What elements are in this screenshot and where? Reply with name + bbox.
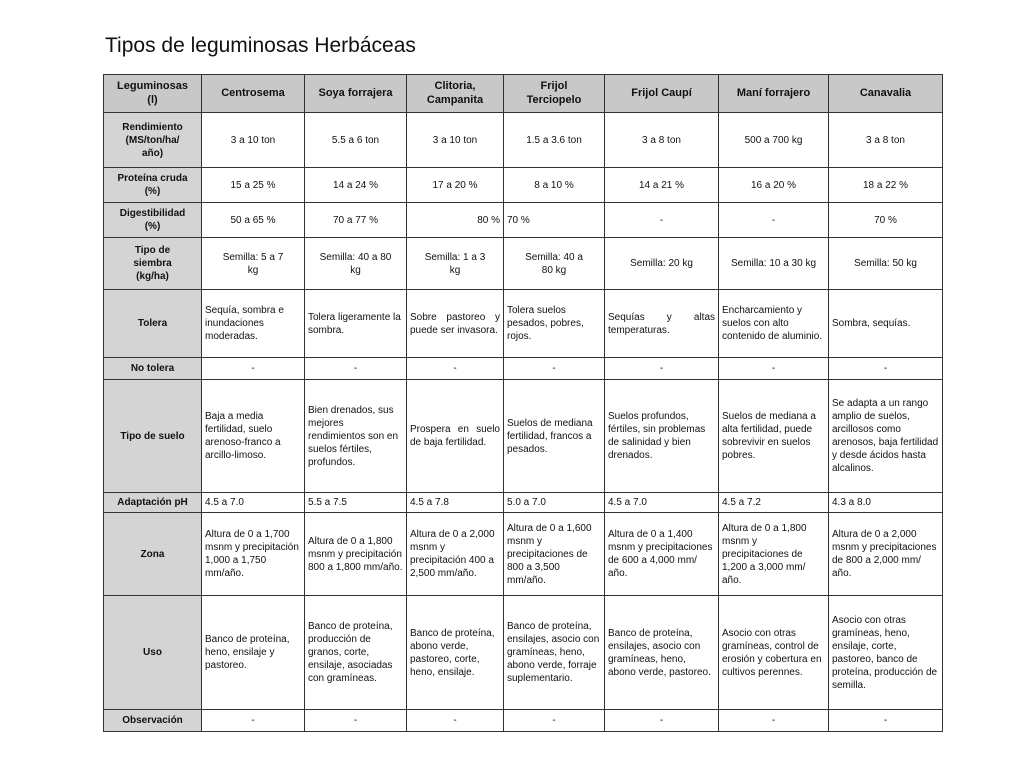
table-cell: Baja a media fertilidad, suelo arenoso-franco a arcillo-limoso.: [202, 380, 305, 493]
row-label-uso: Uso: [104, 596, 202, 710]
table-cell: -: [719, 358, 829, 380]
table-cell: -: [719, 710, 829, 732]
row-label-zona: Zona: [104, 513, 202, 596]
table-cell: 5.0 a 7.0: [504, 493, 605, 513]
table-cell: Altura de 0 a 2,000 msnm y precipitación 400 a 2,500 mm/año.: [407, 513, 504, 596]
table-cell: Sequías y altas temperaturas.: [605, 290, 719, 358]
table-cell: 500 a 700 kg: [719, 113, 829, 168]
table-cell: -: [605, 358, 719, 380]
row-label-tipo-siembra: Tipo de siembra (kg/ha): [104, 238, 202, 290]
table-cell: 5.5 a 7.5: [305, 493, 407, 513]
table-cell: Semilla: 1 a 3 kg: [407, 238, 504, 290]
table-row-adaptacion-ph: [104, 493, 943, 513]
table-cell: Semilla: 40 a 80 kg: [504, 238, 605, 290]
table-cell: 5.5 a 6 ton: [305, 113, 407, 168]
table-cell: -: [504, 710, 605, 732]
header-cell-clitoria: Clitoria, Campanita: [407, 75, 504, 113]
table-cell: 14 a 21 %: [605, 168, 719, 203]
table-cell: Encharcamiento y suelos con alto contenido de aluminio.: [719, 290, 829, 358]
table-cell: Suelos de mediana a alta fertilidad, puede sobrevivir en suelos pobres.: [719, 380, 829, 493]
leguminosas-table: [103, 74, 943, 732]
table-cell: 4.5 a 7.0: [202, 493, 305, 513]
table-row-digestibilidad: [104, 203, 943, 238]
table-cell: Banco de proteína, ensilajes, asocio con gramíneas, heno, abono verde, forraje suplementario.: [504, 596, 605, 710]
header-cell-soya-forrajera: Soya forrajera: [305, 75, 407, 113]
table-cell: 1.5 a 3.6 ton: [504, 113, 605, 168]
table-cell: -: [202, 710, 305, 732]
table-cell: Altura de 0 a 1,600 msnm y precipitaciones de 800 a 3,500 mm/año.: [504, 513, 605, 596]
table-cell: 4.5 a 7.0: [605, 493, 719, 513]
row-label-tolera: Tolera: [104, 290, 202, 358]
table-cell: -: [829, 710, 943, 732]
table-cell: 8 a 10 %: [504, 168, 605, 203]
table-cell: Semilla: 10 a 30 kg: [719, 238, 829, 290]
table-cell: -: [829, 358, 943, 380]
row-label-adaptacion-ph: Adaptación pH: [104, 493, 202, 513]
table-cell: Se adapta a un rango amplio de suelos, arcillosos como arenosos, baja fertilidad y desde ácidos hasta alcalinos.: [829, 380, 943, 493]
table-row-uso: [104, 596, 943, 710]
table-cell: Tolera ligeramente la sombra.: [305, 290, 407, 358]
table-cell: 16 a 20 %: [719, 168, 829, 203]
table-cell: 17 a 20 %: [407, 168, 504, 203]
table-cell: -: [719, 203, 829, 238]
table-cell: 4.5 a 7.8: [407, 493, 504, 513]
table-cell: 15 a 25 %: [202, 168, 305, 203]
table-cell: 70 a 77 %: [305, 203, 407, 238]
table-cell: -: [407, 358, 504, 380]
table-cell: -: [305, 710, 407, 732]
header-cell-mani-forrajero: Maní forrajero: [719, 75, 829, 113]
table-cell: 18 a 22 %: [829, 168, 943, 203]
table-cell: 70 %: [829, 203, 943, 238]
table-cell: Sombra, sequías.: [829, 290, 943, 358]
table-cell: Banco de proteína, abono verde, pastoreo, corte, heno, ensilaje.: [407, 596, 504, 710]
table-row-observacion: [104, 710, 943, 732]
table-cell: Bien drenados, sus mejores rendimientos son en suelos fértiles, profundos.: [305, 380, 407, 493]
table-cell: 3 a 8 ton: [829, 113, 943, 168]
table-cell: 3 a 10 ton: [202, 113, 305, 168]
row-label-digestibilidad: Digestibilidad (%): [104, 203, 202, 238]
table-row-no-tolera: [104, 358, 943, 380]
row-label-tipo-suelo: Tipo de suelo: [104, 380, 202, 493]
table-cell: Suelos profundos, fértiles, sin problemas de salinidad y bien drenados.: [605, 380, 719, 493]
table-cell: -: [504, 358, 605, 380]
table-cell: 14 a 24 %: [305, 168, 407, 203]
header-cell-frijol-terciopelo: Frijol Terciopelo: [504, 75, 605, 113]
table-cell: -: [407, 710, 504, 732]
table-cell: 70 %: [504, 203, 605, 238]
header-cell-leguminosas: Leguminosas (l): [104, 75, 202, 113]
table-cell: 50 a 65 %: [202, 203, 305, 238]
table-cell: 4.3 a 8.0: [829, 493, 943, 513]
table-row-tolera: [104, 290, 943, 358]
header-cell-canavalia: Canavalia: [829, 75, 943, 113]
header-cell-frijol-caupi: Frijol Caupí: [605, 75, 719, 113]
header-row: [104, 75, 943, 113]
table-cell: Banco de proteína, heno, ensilaje y pastoreo.: [202, 596, 305, 710]
table-cell: Semilla: 40 a 80 kg: [305, 238, 407, 290]
table-row-proteina: [104, 168, 943, 203]
table-cell: Sequía, sombra e inundaciones moderadas.: [202, 290, 305, 358]
row-label-no-tolera: No tolera: [104, 358, 202, 380]
table-cell: 4.5 a 7.2: [719, 493, 829, 513]
table-cell: Tolera suelos pesados, pobres, rojos.: [504, 290, 605, 358]
table-cell: Semilla: 5 a 7 kg: [202, 238, 305, 290]
row-label-proteina: Proteína cruda (%): [104, 168, 202, 203]
table-cell: -: [305, 358, 407, 380]
table-cell: Asocio con otras gramíneas, heno, ensilaje, corte, pastoreo, banco de proteína, producción de semilla.: [829, 596, 943, 710]
table-cell: Altura de 0 a 2,000 msnm y precipitaciones de 800 a 2,000 mm/ año.: [829, 513, 943, 596]
table-cell: Sobre pastoreo y puede ser invasora.: [407, 290, 504, 358]
table-cell: Suelos de mediana fertilidad, francos a pesados.: [504, 380, 605, 493]
table-cell: Altura de 0 a 1,700 msnm y precipitación 1,000 a 1,750 mm/año.: [202, 513, 305, 596]
table-cell: Altura de 0 a 1,800 msnm y precipitación 800 a 1,800 mm/año.: [305, 513, 407, 596]
table-cell: Semilla: 20 kg: [605, 238, 719, 290]
table-cell: 80 %: [407, 203, 504, 238]
table-cell: Prospera en suelo de baja fertilidad.: [407, 380, 504, 493]
page-title: Tipos de leguminosas Herbáceas: [105, 34, 416, 57]
table-cell: Semilla: 50 kg: [829, 238, 943, 290]
table-cell: Banco de proteína, producción de granos, corte, ensilaje, asociadas con gramíneas.: [305, 596, 407, 710]
table-cell: Altura de 0 a 1,800 msnm y precipitaciones de 1,200 a 3,000 mm/ año.: [719, 513, 829, 596]
table-row-tipo-suelo: [104, 380, 943, 493]
table-row-rendimiento: [104, 113, 943, 168]
table-cell: -: [605, 203, 719, 238]
table-cell: 3 a 10 ton: [407, 113, 504, 168]
table-row-tipo-siembra: [104, 238, 943, 290]
row-label-observacion: Observación: [104, 710, 202, 732]
table-cell: Asocio con otras gramíneas, control de erosión y cobertura en cultivos perennes.: [719, 596, 829, 710]
row-label-rendimiento: Rendimiento (MS/ton/ha/ año): [104, 113, 202, 168]
table-cell: Banco de proteína, ensilajes, asocio con gramíneas, heno, abono verde, pastoreo.: [605, 596, 719, 710]
table-cell: 3 a 8 ton: [605, 113, 719, 168]
header-cell-centrosema: Centrosema: [202, 75, 305, 113]
table-cell: Altura de 0 a 1,400 msnm y precipitaciones de 600 a 4,000 mm/ año.: [605, 513, 719, 596]
table-cell: -: [605, 710, 719, 732]
table-row-zona: [104, 513, 943, 596]
table-cell: -: [202, 358, 305, 380]
